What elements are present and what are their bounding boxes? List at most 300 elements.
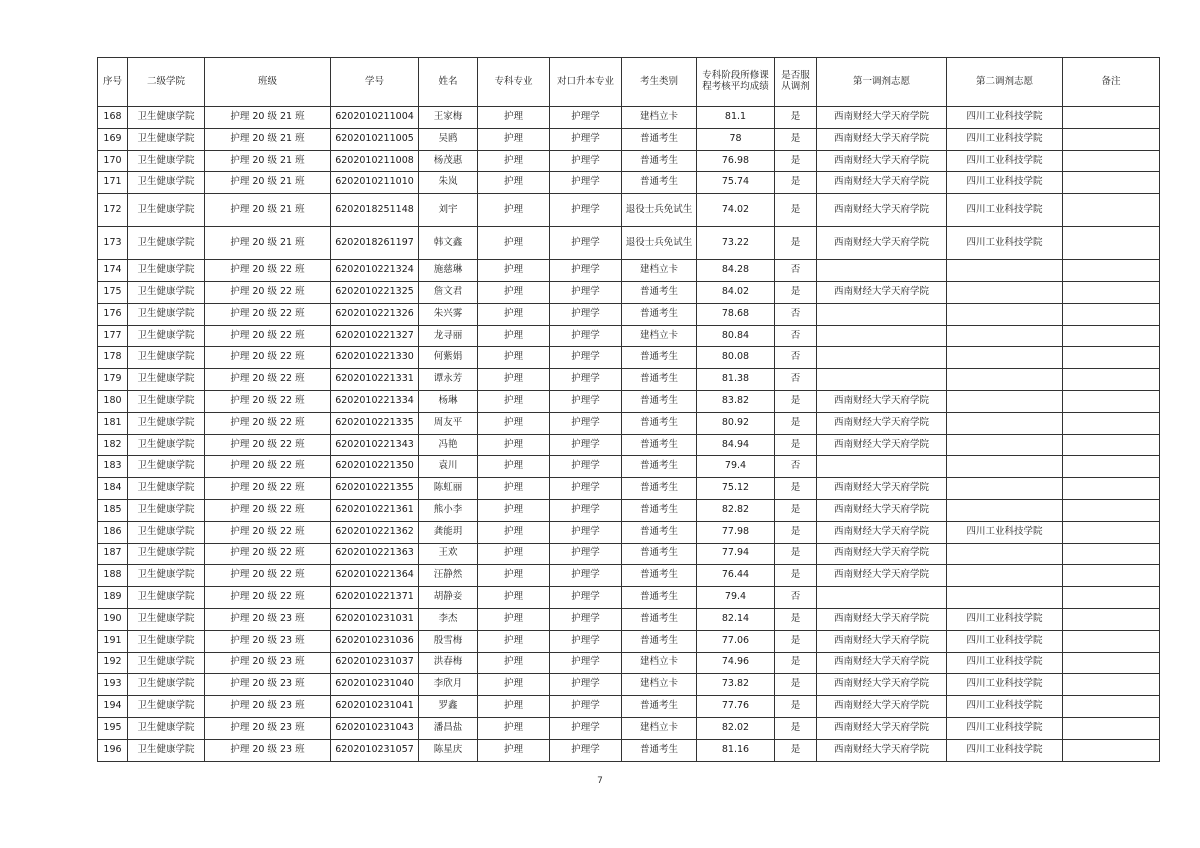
cell-sid: 6202010211005 — [331, 128, 419, 150]
cell-no: 192 — [98, 652, 128, 674]
table-row — [98, 369, 1160, 391]
header-category: 考生类别 — [622, 58, 697, 107]
cell-cls: 护理 20 级 21 班 — [205, 128, 331, 150]
cell-major: 护理 — [478, 128, 550, 150]
cell-college: 卫生健康学院 — [128, 347, 205, 369]
cell-no: 188 — [98, 565, 128, 587]
table-row — [98, 456, 1160, 478]
cell-sid: 6202018261197 — [331, 227, 419, 260]
cell-sid: 6202010221361 — [331, 499, 419, 521]
cell-note — [1063, 696, 1160, 718]
cell-first — [817, 347, 947, 369]
cell-name: 谭永芳 — [419, 369, 478, 391]
table-row — [98, 696, 1160, 718]
cell-name: 李杰 — [419, 608, 478, 630]
cell-sid: 6202010221355 — [331, 478, 419, 500]
cell-obey: 是 — [775, 172, 817, 194]
cell-no: 170 — [98, 150, 128, 172]
table-row — [98, 107, 1160, 129]
cell-note — [1063, 412, 1160, 434]
cell-category: 建档立卡 — [622, 325, 697, 347]
cell-first: 西南财经大学天府学院 — [817, 128, 947, 150]
table-row — [98, 478, 1160, 500]
cell-category: 普通考生 — [622, 369, 697, 391]
cell-no: 181 — [98, 412, 128, 434]
cell-score: 75.12 — [697, 478, 775, 500]
cell-obey: 是 — [775, 412, 817, 434]
cell-no: 169 — [98, 128, 128, 150]
cell-college: 卫生健康学院 — [128, 172, 205, 194]
cell-first: 西南财经大学天府学院 — [817, 412, 947, 434]
cell-sid: 6202010221362 — [331, 521, 419, 543]
header-target-major: 对口升本专业 — [550, 58, 622, 107]
cell-first: 西南财经大学天府学院 — [817, 565, 947, 587]
cell-note — [1063, 281, 1160, 303]
cell-no: 193 — [98, 674, 128, 696]
cell-category: 普通考生 — [622, 281, 697, 303]
cell-second: 四川工业科技学院 — [947, 674, 1063, 696]
cell-second: 四川工业科技学院 — [947, 717, 1063, 739]
cell-first — [817, 303, 947, 325]
table-row — [98, 194, 1160, 227]
table-row — [98, 347, 1160, 369]
cell-note — [1063, 260, 1160, 282]
cell-category: 普通考生 — [622, 390, 697, 412]
cell-category: 普通考生 — [622, 128, 697, 150]
cell-sid: 6202010231031 — [331, 608, 419, 630]
cell-category: 建档立卡 — [622, 260, 697, 282]
cell-score: 80.92 — [697, 412, 775, 434]
table-row — [98, 565, 1160, 587]
cell-target: 护理学 — [550, 434, 622, 456]
header-class: 班级 — [205, 58, 331, 107]
cell-name: 施慈琳 — [419, 260, 478, 282]
cell-first: 西南财经大学天府学院 — [817, 652, 947, 674]
cell-target: 护理学 — [550, 565, 622, 587]
cell-no: 184 — [98, 478, 128, 500]
cell-note — [1063, 478, 1160, 500]
cell-second — [947, 499, 1063, 521]
cell-cls: 护理 20 级 21 班 — [205, 194, 331, 227]
cell-note — [1063, 325, 1160, 347]
cell-no: 178 — [98, 347, 128, 369]
cell-cls: 护理 20 级 23 班 — [205, 696, 331, 718]
header-row — [98, 58, 1160, 107]
header-obey: 是否服从调剂 — [775, 58, 817, 107]
cell-obey: 否 — [775, 303, 817, 325]
cell-target: 护理学 — [550, 456, 622, 478]
cell-name: 杨茂惠 — [419, 150, 478, 172]
cell-score: 77.76 — [697, 696, 775, 718]
cell-no: 189 — [98, 587, 128, 609]
page-number: 7 — [597, 776, 603, 786]
cell-target: 护理学 — [550, 412, 622, 434]
cell-score: 81.1 — [697, 107, 775, 129]
cell-score: 74.02 — [697, 194, 775, 227]
header-major: 专科专业 — [478, 58, 550, 107]
cell-category: 普通考生 — [622, 303, 697, 325]
cell-cls: 护理 20 级 23 班 — [205, 652, 331, 674]
cell-no: 180 — [98, 390, 128, 412]
table-row — [98, 303, 1160, 325]
cell-major: 护理 — [478, 227, 550, 260]
cell-note — [1063, 172, 1160, 194]
cell-cls: 护理 20 级 22 班 — [205, 303, 331, 325]
cell-score: 77.94 — [697, 543, 775, 565]
cell-name: 陈星庆 — [419, 739, 478, 761]
cell-note — [1063, 674, 1160, 696]
cell-cls: 护理 20 级 22 班 — [205, 390, 331, 412]
cell-name: 刘宇 — [419, 194, 478, 227]
table-header — [98, 58, 1160, 107]
cell-first: 西南财经大学天府学院 — [817, 194, 947, 227]
cell-note — [1063, 630, 1160, 652]
cell-college: 卫生健康学院 — [128, 674, 205, 696]
cell-no: 183 — [98, 456, 128, 478]
cell-note — [1063, 543, 1160, 565]
cell-first — [817, 260, 947, 282]
cell-college: 卫生健康学院 — [128, 739, 205, 761]
admission-table — [97, 57, 1160, 762]
cell-sid: 6202010231043 — [331, 717, 419, 739]
cell-college: 卫生健康学院 — [128, 325, 205, 347]
header-note: 备注 — [1063, 58, 1160, 107]
cell-note — [1063, 390, 1160, 412]
cell-cls: 护理 20 级 23 班 — [205, 674, 331, 696]
table-row — [98, 543, 1160, 565]
cell-target: 护理学 — [550, 390, 622, 412]
cell-sid: 6202010221330 — [331, 347, 419, 369]
cell-college: 卫生健康学院 — [128, 128, 205, 150]
cell-category: 普通考生 — [622, 347, 697, 369]
cell-name: 韩文鑫 — [419, 227, 478, 260]
cell-college: 卫生健康学院 — [128, 478, 205, 500]
cell-cls: 护理 20 级 23 班 — [205, 608, 331, 630]
cell-major: 护理 — [478, 347, 550, 369]
header-score: 专科阶段所修课程考核平均成绩 — [697, 58, 775, 107]
cell-score: 80.08 — [697, 347, 775, 369]
cell-first: 西南财经大学天府学院 — [817, 172, 947, 194]
cell-college: 卫生健康学院 — [128, 227, 205, 260]
cell-note — [1063, 128, 1160, 150]
cell-second — [947, 587, 1063, 609]
cell-sid: 6202010221371 — [331, 587, 419, 609]
cell-note — [1063, 717, 1160, 739]
cell-score: 77.98 — [697, 521, 775, 543]
cell-note — [1063, 608, 1160, 630]
cell-major: 护理 — [478, 281, 550, 303]
table-row — [98, 260, 1160, 282]
cell-major: 护理 — [478, 565, 550, 587]
table-row — [98, 390, 1160, 412]
cell-name: 何紫娟 — [419, 347, 478, 369]
cell-cls: 护理 20 级 23 班 — [205, 717, 331, 739]
cell-college: 卫生健康学院 — [128, 652, 205, 674]
cell-target: 护理学 — [550, 303, 622, 325]
header-second-choice: 第二调剂志愿 — [947, 58, 1063, 107]
cell-second — [947, 347, 1063, 369]
cell-cls: 护理 20 级 22 班 — [205, 521, 331, 543]
cell-category: 普通考生 — [622, 412, 697, 434]
cell-score: 81.16 — [697, 739, 775, 761]
cell-college: 卫生健康学院 — [128, 434, 205, 456]
table-row — [98, 674, 1160, 696]
cell-target: 护理学 — [550, 652, 622, 674]
cell-second: 四川工业科技学院 — [947, 227, 1063, 260]
cell-major: 护理 — [478, 652, 550, 674]
cell-sid: 6202010221324 — [331, 260, 419, 282]
cell-no: 175 — [98, 281, 128, 303]
cell-first: 西南财经大学天府学院 — [817, 390, 947, 412]
cell-target: 护理学 — [550, 281, 622, 303]
cell-name: 袁川 — [419, 456, 478, 478]
cell-sid: 6202010231036 — [331, 630, 419, 652]
cell-sid: 6202010221350 — [331, 456, 419, 478]
cell-first: 西南财经大学天府学院 — [817, 227, 947, 260]
cell-second — [947, 260, 1063, 282]
cell-second — [947, 390, 1063, 412]
cell-obey: 否 — [775, 347, 817, 369]
cell-sid: 6202010211004 — [331, 107, 419, 129]
cell-college: 卫生健康学院 — [128, 587, 205, 609]
cell-college: 卫生健康学院 — [128, 565, 205, 587]
cell-second: 四川工业科技学院 — [947, 172, 1063, 194]
cell-second: 四川工业科技学院 — [947, 194, 1063, 227]
cell-second: 四川工业科技学院 — [947, 652, 1063, 674]
cell-obey: 否 — [775, 260, 817, 282]
cell-note — [1063, 347, 1160, 369]
cell-target: 护理学 — [550, 499, 622, 521]
cell-cls: 护理 20 级 21 班 — [205, 227, 331, 260]
header-no: 序号 — [98, 58, 128, 107]
cell-first: 西南财经大学天府学院 — [817, 499, 947, 521]
table-row — [98, 608, 1160, 630]
cell-no: 191 — [98, 630, 128, 652]
cell-category: 普通考生 — [622, 456, 697, 478]
cell-first: 西南财经大学天府学院 — [817, 521, 947, 543]
cell-sid: 6202010221331 — [331, 369, 419, 391]
cell-name: 殷雪梅 — [419, 630, 478, 652]
cell-college: 卫生健康学院 — [128, 194, 205, 227]
cell-no: 173 — [98, 227, 128, 260]
cell-note — [1063, 369, 1160, 391]
cell-second: 四川工业科技学院 — [947, 107, 1063, 129]
cell-no: 168 — [98, 107, 128, 129]
cell-target: 护理学 — [550, 260, 622, 282]
table-row — [98, 172, 1160, 194]
cell-obey: 是 — [775, 128, 817, 150]
cell-sid: 6202010221343 — [331, 434, 419, 456]
cell-cls: 护理 20 级 22 班 — [205, 543, 331, 565]
cell-cls: 护理 20 级 22 班 — [205, 565, 331, 587]
cell-no: 182 — [98, 434, 128, 456]
cell-no: 177 — [98, 325, 128, 347]
cell-score: 79.4 — [697, 587, 775, 609]
cell-score: 73.82 — [697, 674, 775, 696]
cell-second — [947, 325, 1063, 347]
cell-obey: 是 — [775, 674, 817, 696]
cell-obey: 是 — [775, 543, 817, 565]
cell-major: 护理 — [478, 630, 550, 652]
cell-sid: 6202018251148 — [331, 194, 419, 227]
cell-major: 护理 — [478, 434, 550, 456]
cell-college: 卫生健康学院 — [128, 696, 205, 718]
cell-second — [947, 456, 1063, 478]
cell-cls: 护理 20 级 22 班 — [205, 456, 331, 478]
cell-target: 护理学 — [550, 150, 622, 172]
cell-first — [817, 369, 947, 391]
cell-obey: 是 — [775, 227, 817, 260]
cell-college: 卫生健康学院 — [128, 303, 205, 325]
cell-first: 西南财经大学天府学院 — [817, 608, 947, 630]
cell-cls: 护理 20 级 21 班 — [205, 150, 331, 172]
cell-major: 护理 — [478, 739, 550, 761]
cell-category: 退役士兵免试生 — [622, 227, 697, 260]
cell-target: 护理学 — [550, 587, 622, 609]
cell-note — [1063, 434, 1160, 456]
cell-college: 卫生健康学院 — [128, 499, 205, 521]
cell-cls: 护理 20 级 21 班 — [205, 107, 331, 129]
cell-name: 陈虹丽 — [419, 478, 478, 500]
cell-first: 西南财经大学天府学院 — [817, 434, 947, 456]
cell-note — [1063, 107, 1160, 129]
table-row — [98, 499, 1160, 521]
cell-first: 西南财经大学天府学院 — [817, 674, 947, 696]
cell-target: 护理学 — [550, 325, 622, 347]
cell-first: 西南财经大学天府学院 — [817, 150, 947, 172]
cell-cls: 护理 20 级 21 班 — [205, 172, 331, 194]
cell-second — [947, 434, 1063, 456]
cell-category: 普通考生 — [622, 521, 697, 543]
cell-target: 护理学 — [550, 347, 622, 369]
cell-second — [947, 303, 1063, 325]
cell-score: 78 — [697, 128, 775, 150]
cell-category: 普通考生 — [622, 630, 697, 652]
cell-note — [1063, 150, 1160, 172]
cell-no: 187 — [98, 543, 128, 565]
cell-major: 护理 — [478, 325, 550, 347]
cell-major: 护理 — [478, 172, 550, 194]
cell-first: 西南财经大学天府学院 — [817, 739, 947, 761]
cell-cls: 护理 20 级 22 班 — [205, 369, 331, 391]
cell-obey: 是 — [775, 434, 817, 456]
cell-name: 熊小李 — [419, 499, 478, 521]
cell-no: 195 — [98, 717, 128, 739]
cell-category: 普通考生 — [622, 434, 697, 456]
cell-note — [1063, 303, 1160, 325]
table-row — [98, 412, 1160, 434]
cell-major: 护理 — [478, 521, 550, 543]
cell-obey: 是 — [775, 652, 817, 674]
cell-no: 179 — [98, 369, 128, 391]
cell-college: 卫生健康学院 — [128, 150, 205, 172]
cell-category: 普通考生 — [622, 499, 697, 521]
cell-score: 82.14 — [697, 608, 775, 630]
header-first-choice: 第一调剂志愿 — [817, 58, 947, 107]
cell-name: 洪春梅 — [419, 652, 478, 674]
cell-note — [1063, 499, 1160, 521]
cell-name: 罗鑫 — [419, 696, 478, 718]
cell-category: 普通考生 — [622, 696, 697, 718]
cell-note — [1063, 652, 1160, 674]
table-row — [98, 150, 1160, 172]
cell-name: 胡静妾 — [419, 587, 478, 609]
cell-sid: 6202010221325 — [331, 281, 419, 303]
cell-name: 杨琳 — [419, 390, 478, 412]
cell-major: 护理 — [478, 390, 550, 412]
cell-sid: 6202010221327 — [331, 325, 419, 347]
cell-cls: 护理 20 级 23 班 — [205, 630, 331, 652]
cell-target: 护理学 — [550, 696, 622, 718]
cell-cls: 护理 20 级 22 班 — [205, 587, 331, 609]
cell-sid: 6202010231037 — [331, 652, 419, 674]
cell-second — [947, 412, 1063, 434]
cell-name: 周友平 — [419, 412, 478, 434]
cell-score: 82.82 — [697, 499, 775, 521]
cell-college: 卫生健康学院 — [128, 456, 205, 478]
cell-obey: 是 — [775, 565, 817, 587]
cell-first — [817, 456, 947, 478]
cell-first: 西南财经大学天府学院 — [817, 543, 947, 565]
cell-cls: 护理 20 级 22 班 — [205, 499, 331, 521]
table-row — [98, 717, 1160, 739]
cell-category: 建档立卡 — [622, 717, 697, 739]
cell-target: 护理学 — [550, 543, 622, 565]
cell-name: 王欢 — [419, 543, 478, 565]
cell-name: 吴鸥 — [419, 128, 478, 150]
cell-second: 四川工业科技学院 — [947, 630, 1063, 652]
cell-note — [1063, 456, 1160, 478]
cell-name: 汪静然 — [419, 565, 478, 587]
cell-college: 卫生健康学院 — [128, 412, 205, 434]
table-row — [98, 325, 1160, 347]
cell-name: 潘昌盐 — [419, 717, 478, 739]
cell-second — [947, 281, 1063, 303]
cell-major: 护理 — [478, 107, 550, 129]
cell-score: 78.68 — [697, 303, 775, 325]
cell-target: 护理学 — [550, 478, 622, 500]
cell-cls: 护理 20 级 22 班 — [205, 347, 331, 369]
cell-sid: 6202010221364 — [331, 565, 419, 587]
cell-note — [1063, 739, 1160, 761]
cell-college: 卫生健康学院 — [128, 630, 205, 652]
cell-category: 普通考生 — [622, 739, 697, 761]
cell-major: 护理 — [478, 150, 550, 172]
cell-obey: 是 — [775, 107, 817, 129]
cell-note — [1063, 565, 1160, 587]
cell-major: 护理 — [478, 499, 550, 521]
cell-cls: 护理 20 级 22 班 — [205, 260, 331, 282]
cell-first: 西南财经大学天府学院 — [817, 478, 947, 500]
cell-second — [947, 369, 1063, 391]
cell-cls: 护理 20 级 22 班 — [205, 412, 331, 434]
cell-obey: 否 — [775, 325, 817, 347]
cell-obey: 否 — [775, 369, 817, 391]
cell-first: 西南财经大学天府学院 — [817, 696, 947, 718]
table-row — [98, 652, 1160, 674]
cell-target: 护理学 — [550, 128, 622, 150]
cell-score: 74.96 — [697, 652, 775, 674]
cell-major: 护理 — [478, 543, 550, 565]
table-body — [98, 107, 1160, 762]
table-row — [98, 227, 1160, 260]
cell-college: 卫生健康学院 — [128, 608, 205, 630]
header-name: 姓名 — [419, 58, 478, 107]
cell-obey: 是 — [775, 281, 817, 303]
cell-obey: 是 — [775, 608, 817, 630]
cell-cls: 护理 20 级 22 班 — [205, 434, 331, 456]
cell-sid: 6202010221326 — [331, 303, 419, 325]
